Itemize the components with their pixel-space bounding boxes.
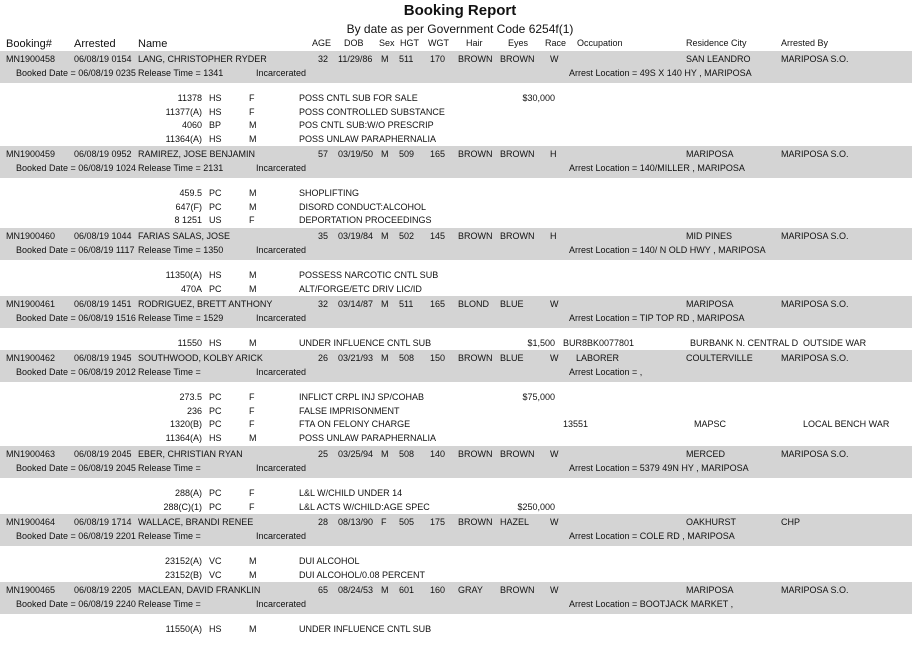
- charge-level: F: [249, 93, 255, 103]
- arrested-datetime: 06/08/19 1451: [74, 299, 132, 309]
- charge-extra-1: 13551: [563, 419, 589, 430]
- charge-code: 288(A): [174, 488, 202, 498]
- age: 28: [317, 517, 328, 527]
- charge-level: M: [249, 569, 257, 580]
- race: W: [550, 517, 559, 527]
- booking-number: MN1900458: [6, 54, 56, 64]
- age: 32: [317, 54, 328, 64]
- charge-type: PC: [209, 188, 222, 198]
- height: 509: [399, 149, 415, 159]
- race: W: [550, 449, 559, 459]
- charge-level: F: [249, 215, 255, 226]
- charge-row: [0, 214, 920, 227]
- sex: M: [381, 353, 389, 363]
- header-hair: Hair: [466, 38, 483, 48]
- arrested-datetime: 06/08/19 1044: [74, 231, 132, 241]
- arrest-location: Arrest Location = TIP TOP RD , MARIPOSA: [569, 313, 745, 323]
- charge-level: F: [249, 501, 255, 512]
- booked-date: Booked Date = 06/08/19 2045: [16, 463, 136, 473]
- charge-code: 11378: [177, 93, 202, 103]
- arresting-agency: MARIPOSA S.O.: [781, 149, 849, 159]
- arresting-agency: MARIPOSA S.O.: [781, 585, 849, 595]
- charge-type: PC: [209, 488, 222, 498]
- charge-description: DEPORTATION PROCEEDINGS: [299, 215, 432, 226]
- charge-code: 11550(A): [165, 624, 202, 634]
- charge-code: 470A: [180, 283, 202, 294]
- booked-date: Booked Date = 06/08/19 2240: [16, 599, 136, 609]
- charge-description: POSS CNTL SUB FOR SALE: [299, 93, 418, 103]
- occupation: LABORER: [576, 353, 620, 363]
- residence-city: MARIPOSA: [686, 585, 734, 595]
- weight: 160: [430, 585, 446, 595]
- charge-level: F: [249, 405, 255, 416]
- charge-description: DISORD CONDUCT:ALCOHOL: [299, 201, 427, 212]
- charge-description: SHOPLIFTING: [299, 188, 360, 198]
- report-subtitle: By date as per Government Code 6254f(1): [346, 22, 574, 36]
- eye-color: BROWN: [500, 585, 535, 595]
- weight: 165: [430, 299, 446, 309]
- charge-description: L&L ACTS W/CHILD:AGE SPEC: [299, 501, 430, 512]
- charge-description: UNDER INFLUENCE CNTL SUB: [299, 624, 432, 634]
- dob: 03/19/50: [338, 149, 374, 159]
- height: 511: [399, 54, 414, 64]
- charge-type: HS: [209, 106, 222, 117]
- charge-type: PC: [209, 405, 222, 416]
- charge-level: M: [249, 556, 257, 566]
- arrested-datetime: 06/08/19 0952: [74, 149, 132, 159]
- arrested-datetime: 06/08/19 2045: [74, 449, 132, 459]
- release-time: Release Time =: [138, 531, 201, 541]
- charge-level: M: [249, 201, 257, 212]
- residence-city: COULTERVILLE: [686, 353, 753, 363]
- arrest-location: Arrest Location = 140/MILLER , MARIPOSA: [569, 163, 745, 173]
- weight: 145: [430, 231, 446, 241]
- weight: 175: [430, 517, 446, 527]
- charge-code: 11350(A): [165, 270, 202, 280]
- age: 65: [317, 585, 328, 595]
- charge-code: 11377(A): [165, 106, 202, 117]
- charge-code: 1320(B): [169, 419, 202, 430]
- booked-date: Booked Date = 06/08/19 1516: [16, 313, 136, 323]
- residence-city: MARIPOSA: [686, 149, 734, 159]
- race: W: [550, 299, 559, 309]
- sex: M: [381, 449, 389, 459]
- charge-code: 11364(A): [165, 134, 202, 145]
- person-name: WALLACE, BRANDI RENEE: [138, 517, 254, 527]
- person-name: EBER, CHRISTIAN RYAN: [138, 449, 243, 459]
- header-age: AGE: [312, 38, 332, 48]
- person-name: FARIAS SALAS, JOSE: [138, 231, 231, 241]
- sex: M: [381, 54, 389, 64]
- charge-level: M: [249, 134, 257, 145]
- weight: 140: [430, 449, 446, 459]
- arresting-agency: CHP: [781, 517, 801, 527]
- height: 505: [399, 517, 415, 527]
- charge-level: M: [249, 338, 257, 348]
- race: H: [550, 231, 557, 241]
- charge-description: INFLICT CRPL INJ SP/COHAB: [299, 392, 425, 402]
- charge-type: PC: [209, 501, 222, 512]
- charge-code: 459.5: [179, 188, 202, 198]
- release-time: Release Time = 2131: [138, 163, 224, 173]
- residence-city: MID PINES: [686, 231, 733, 241]
- hair-color: BROWN: [458, 449, 493, 459]
- arrest-location: Arrest Location = 49S X 140 HY , MARIPOSA: [569, 68, 752, 78]
- charge-row: [0, 405, 920, 418]
- charge-description: POSSESS NARCOTIC CNTL SUB: [299, 270, 439, 280]
- header-booking: Booking#: [6, 38, 52, 50]
- booking-number: MN1900460: [6, 231, 56, 241]
- charge-level: M: [249, 270, 257, 280]
- height: 502: [399, 231, 415, 241]
- header-dob: DOB: [344, 38, 364, 48]
- age: 26: [317, 353, 328, 363]
- release-time: Release Time = 1341: [138, 68, 224, 78]
- charge-row: [0, 201, 920, 214]
- charge-description: POS CNTL SUB:W/O PRESCRIP: [299, 120, 434, 131]
- arresting-agency: MARIPOSA S.O.: [781, 299, 849, 309]
- header-sex: Sex: [379, 38, 395, 48]
- arresting-agency: MARIPOSA S.O.: [781, 353, 849, 363]
- charge-row: [0, 391, 920, 404]
- custody-status: Incarcerated: [256, 163, 307, 173]
- eye-color: BROWN: [500, 231, 535, 241]
- charge-extra-3: LOCAL BENCH WAR: [803, 419, 890, 430]
- release-time: Release Time = 1350: [138, 245, 224, 255]
- charge-code: 23152(A): [164, 556, 202, 566]
- charge-extra-2: BURBANK N. CENTRAL D: [690, 338, 799, 348]
- charge-type: PC: [209, 419, 222, 430]
- arrest-location: Arrest Location = BOOTJACK MARKET ,: [569, 599, 734, 609]
- hair-color: BROWN: [458, 517, 493, 527]
- sex: M: [381, 299, 389, 309]
- charge-code: 236: [186, 405, 202, 416]
- charge-description: UNDER INFLUENCE CNTL SUB: [299, 338, 432, 348]
- release-time: Release Time =: [138, 599, 201, 609]
- header-occupation: Occupation: [577, 38, 623, 48]
- charge-description: L&L W/CHILD UNDER 14: [299, 488, 403, 498]
- charge-description: FTA ON FELONY CHARGE: [299, 419, 411, 430]
- charge-description: FALSE IMPRISONMENT: [299, 405, 400, 416]
- record-header-band: [0, 228, 912, 260]
- charge-row: [0, 432, 920, 445]
- eye-color: BLUE: [500, 353, 524, 363]
- charge-row: [0, 119, 920, 132]
- record-header-band: [0, 514, 912, 546]
- charge-row: [0, 106, 920, 119]
- record-header-band: [0, 582, 912, 614]
- charge-level: F: [249, 106, 255, 117]
- charge-description: POSS UNLAW PARAPHERNALIA: [299, 433, 437, 444]
- arresting-agency: MARIPOSA S.O.: [781, 231, 849, 241]
- person-name: LANG, CHRISTOPHER RYDER: [138, 54, 267, 64]
- charge-description: DUI ALCOHOL/0.08 PERCENT: [299, 569, 426, 580]
- charge-level: M: [249, 624, 257, 634]
- arrest-location: Arrest Location = 5379 49N HY , MARIPOSA: [569, 463, 749, 473]
- booking-number: MN1900459: [6, 149, 56, 159]
- eye-color: BROWN: [500, 54, 535, 64]
- custody-status: Incarcerated: [256, 463, 307, 473]
- record-header-band: [0, 446, 912, 478]
- charge-level: M: [249, 120, 257, 131]
- charge-description: ALT/FORGE/ETC DRIV LIC/ID: [299, 283, 422, 294]
- charge-extra-3: OUTSIDE WAR: [803, 338, 867, 348]
- charge-type: HS: [209, 433, 222, 444]
- hair-color: BLOND: [458, 299, 490, 309]
- arrested-datetime: 06/08/19 1945: [74, 353, 132, 363]
- arresting-agency: MARIPOSA S.O.: [781, 54, 849, 64]
- charge-type: HS: [209, 270, 222, 280]
- age: 32: [317, 299, 328, 309]
- charge-extra-2: MAPSC: [694, 419, 727, 430]
- sex: M: [381, 231, 389, 241]
- person-name: SOUTHWOOD, KOLBY ARICK: [138, 353, 263, 363]
- charge-level: F: [249, 419, 255, 430]
- charge-level: M: [249, 283, 257, 294]
- header-residence: Residence City: [686, 38, 747, 48]
- residence-city: OAKHURST: [686, 517, 737, 527]
- charge-code: 4060: [181, 120, 202, 131]
- charge-type: VC: [209, 569, 222, 580]
- charge-row: [0, 337, 920, 350]
- charge-type: US: [209, 215, 222, 226]
- custody-status: Incarcerated: [256, 68, 307, 78]
- charge-type: HS: [209, 624, 222, 634]
- height: 511: [399, 299, 414, 309]
- eye-color: BROWN: [500, 449, 535, 459]
- charge-level: F: [249, 392, 255, 402]
- charge-row: [0, 418, 920, 431]
- charge-bail: $1,500: [527, 338, 555, 348]
- charge-type: HS: [209, 134, 222, 145]
- hair-color: BROWN: [458, 353, 493, 363]
- age: 57: [317, 149, 328, 159]
- dob: 03/14/87: [338, 299, 374, 309]
- header-race: Race: [545, 38, 567, 48]
- booked-date: Booked Date = 06/08/19 2012: [16, 367, 136, 377]
- booking-number: MN1900461: [6, 299, 56, 309]
- custody-status: Incarcerated: [256, 599, 307, 609]
- header-eyes: Eyes: [508, 38, 529, 48]
- weight: 170: [430, 54, 446, 64]
- charge-row: [0, 569, 920, 582]
- charge-type: PC: [209, 201, 222, 212]
- charge-row: [0, 501, 920, 514]
- charge-bail: $30,000: [522, 93, 555, 103]
- person-name: RAMIREZ, JOSE BENJAMIN: [138, 149, 256, 159]
- hair-color: BROWN: [458, 149, 493, 159]
- race: W: [550, 54, 559, 64]
- charge-row: [0, 623, 920, 636]
- height: 508: [399, 353, 415, 363]
- eye-color: HAZEL: [500, 517, 530, 527]
- arrested-datetime: 06/08/19 1714: [74, 517, 132, 527]
- eye-color: BLUE: [500, 299, 524, 309]
- release-time: Release Time =: [138, 367, 201, 377]
- booked-date: Booked Date = 06/08/19 1117: [16, 245, 135, 255]
- booking-number: MN1900465: [6, 585, 56, 595]
- booked-date: Booked Date = 06/08/19 1024: [16, 163, 136, 173]
- charge-description: POSS UNLAW PARAPHERNALIA: [299, 134, 437, 145]
- release-time: Release Time = 1529: [138, 313, 224, 323]
- charge-bail: $75,000: [522, 392, 555, 402]
- charge-level: M: [249, 188, 257, 198]
- sex: M: [381, 149, 389, 159]
- record-header-band: [0, 350, 912, 382]
- person-name: RODRIGUEZ, BRETT ANTHONY: [138, 299, 273, 309]
- charge-description: POSS CONTROLLED SUBSTANCE: [299, 106, 445, 117]
- record-header-band: [0, 296, 912, 328]
- dob: 11/29/86: [338, 54, 373, 64]
- charge-code: 288(C)(1): [163, 501, 202, 512]
- header-arrested-by: Arrested By: [781, 38, 829, 48]
- arrested-datetime: 06/08/19 0154: [74, 54, 132, 64]
- charge-type: HS: [209, 93, 222, 103]
- charge-row: [0, 283, 920, 296]
- record-header-band: [0, 51, 912, 83]
- dob: 08/24/53: [338, 585, 374, 595]
- weight: 150: [430, 353, 446, 363]
- arresting-agency: MARIPOSA S.O.: [781, 449, 849, 459]
- charge-type: VC: [209, 556, 222, 566]
- arrest-location: Arrest Location = COLE RD , MARIPOSA: [569, 531, 735, 541]
- header-name: Name: [138, 38, 168, 50]
- charge-code: 11364(A): [165, 433, 202, 444]
- charge-type: BP: [209, 120, 222, 131]
- race: W: [550, 585, 559, 595]
- race: H: [550, 149, 557, 159]
- charge-code: 647(F): [175, 201, 202, 212]
- charge-row: [0, 187, 920, 200]
- weight: 165: [430, 149, 446, 159]
- sex: M: [381, 585, 389, 595]
- charge-row: [0, 133, 920, 146]
- booking-number: MN1900464: [6, 517, 56, 527]
- charge-level: F: [249, 488, 255, 498]
- hair-color: BROWN: [458, 231, 493, 241]
- race: W: [550, 353, 559, 363]
- hair-color: BROWN: [458, 54, 493, 64]
- dob: 03/25/94: [338, 449, 374, 459]
- residence-city: SAN LEANDRO: [686, 54, 751, 64]
- residence-city: MARIPOSA: [686, 299, 734, 309]
- dob: 08/13/90: [338, 517, 374, 527]
- height: 601: [399, 585, 415, 595]
- charge-row: [0, 487, 920, 500]
- charge-code: 23152(B): [164, 569, 202, 580]
- booked-date: Booked Date = 06/08/19 0235: [16, 68, 136, 78]
- residence-city: MERCED: [686, 449, 726, 459]
- report-title: Booking Report: [403, 2, 517, 19]
- person-name: MACLEAN, DAVID FRANKLIN: [138, 585, 261, 595]
- header-arrested: Arrested: [74, 38, 116, 50]
- eye-color: BROWN: [500, 149, 535, 159]
- arrested-datetime: 06/08/19 2205: [74, 585, 132, 595]
- arrest-location: Arrest Location = ,: [569, 367, 643, 377]
- charge-level: M: [249, 433, 257, 444]
- charge-code: 273.5: [179, 392, 202, 402]
- charge-description: DUI ALCOHOL: [299, 556, 360, 566]
- charge-type: PC: [209, 392, 222, 402]
- height: 508: [399, 449, 415, 459]
- booking-number: MN1900463: [6, 449, 56, 459]
- header-hgt: HGT: [400, 38, 419, 48]
- booked-date: Booked Date = 06/08/19 2201: [16, 531, 136, 541]
- dob: 03/19/84: [338, 231, 374, 241]
- charge-extra-1: BUR8BK0077801: [563, 338, 635, 348]
- charge-row: [0, 555, 920, 568]
- custody-status: Incarcerated: [256, 531, 307, 541]
- charge-row: [0, 92, 920, 105]
- charge-type: HS: [209, 338, 222, 348]
- hair-color: GRAY: [458, 585, 483, 595]
- sex: F: [381, 517, 387, 527]
- dob: 03/21/93: [338, 353, 374, 363]
- charge-code: 8 1251: [174, 215, 202, 226]
- age: 25: [317, 449, 328, 459]
- custody-status: Incarcerated: [256, 313, 307, 323]
- charge-bail: $250,000: [517, 501, 555, 512]
- age: 35: [317, 231, 328, 241]
- record-header-band: [0, 146, 912, 178]
- custody-status: Incarcerated: [256, 245, 307, 255]
- charge-code: 11550: [177, 338, 202, 348]
- custody-status: Incarcerated: [256, 367, 307, 377]
- charge-row: [0, 269, 920, 282]
- header-wgt: WGT: [428, 38, 449, 48]
- charge-type: PC: [209, 283, 222, 294]
- arrest-location: Arrest Location = 140/ N OLD HWY , MARIPOSA: [569, 245, 766, 255]
- booking-number: MN1900462: [6, 353, 56, 363]
- release-time: Release Time =: [138, 463, 201, 473]
